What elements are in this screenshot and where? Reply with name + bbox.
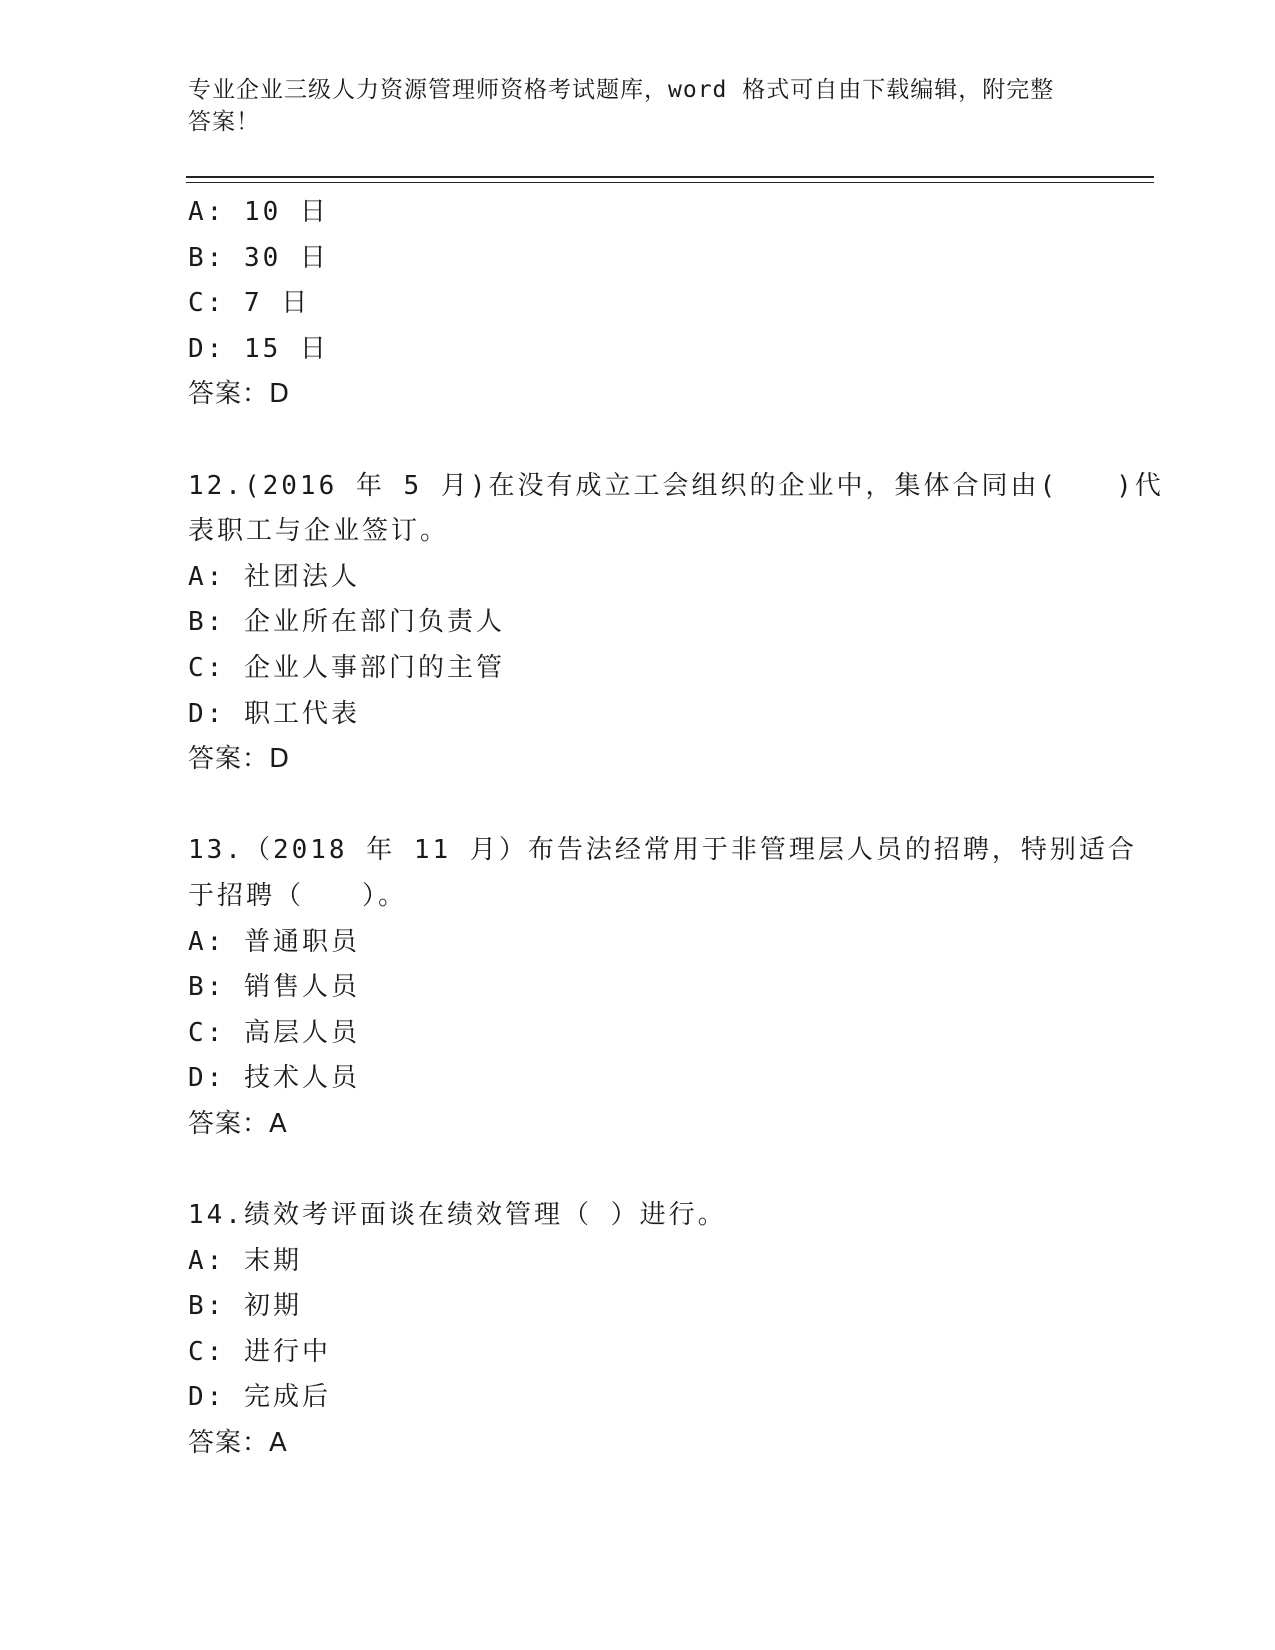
answer-line: 答案：A bbox=[188, 1108, 288, 1139]
question-stem-line: 14.绩效考评面谈在绩效管理（ ）进行。 bbox=[188, 1200, 727, 1231]
header-line-1: 专业企业三级人力资源管理师资格考试题库，word 格式可自由下载编辑，附完整 bbox=[188, 77, 1055, 103]
option-a: A: 社团法人 bbox=[188, 561, 360, 592]
question-stem-line: 于招聘（ ）。 bbox=[188, 880, 408, 911]
question-stem-line: 13.（2018 年 11 月）布告法经常用于非管理层人员的招聘，特别适合 bbox=[188, 835, 1137, 866]
question-block-13 bbox=[188, 828, 1137, 1147]
answer-line: 答案：A bbox=[188, 1428, 288, 1459]
option-b: B: 销售人员 bbox=[188, 972, 360, 1003]
header-line-2: 答案！ bbox=[188, 109, 260, 135]
option-d: D: 职工代表 bbox=[188, 698, 360, 729]
answer-line: 答案：D bbox=[188, 744, 291, 775]
option-c: C: 7 日 bbox=[188, 288, 311, 319]
question-block-continued bbox=[188, 190, 1088, 418]
option-d: D: 完成后 bbox=[188, 1382, 331, 1413]
option-c: C: 进行中 bbox=[188, 1336, 331, 1367]
header-divider-thin bbox=[186, 182, 1154, 183]
option-a: A: 普通职员 bbox=[188, 926, 360, 957]
option-a: A: 10 日 bbox=[188, 197, 329, 227]
option-d: D: 15 日 bbox=[188, 333, 329, 364]
option-c: C: 高层人员 bbox=[188, 1017, 360, 1048]
option-a: A: 末期 bbox=[188, 1245, 302, 1276]
header-divider-thick bbox=[186, 176, 1154, 178]
question-block-14 bbox=[188, 1193, 1088, 1467]
question-stem-line: 表职工与企业签订。 bbox=[188, 516, 450, 547]
question-block-12 bbox=[188, 464, 1164, 783]
option-b: B: 企业所在部门负责人 bbox=[188, 607, 505, 638]
option-d: D: 技术人员 bbox=[188, 1063, 360, 1094]
question-list bbox=[188, 190, 1164, 1467]
option-b: B: 30 日 bbox=[188, 242, 329, 273]
document-header bbox=[188, 74, 1068, 138]
answer-line: 答案：D bbox=[188, 379, 291, 410]
option-c: C: 企业人事部门的主管 bbox=[188, 652, 505, 683]
option-b: B: 初期 bbox=[188, 1291, 302, 1322]
question-stem-line: 12.(2016 年 5 月)在没有成立工会组织的企业中，集体合同由( )代 bbox=[188, 470, 1164, 501]
